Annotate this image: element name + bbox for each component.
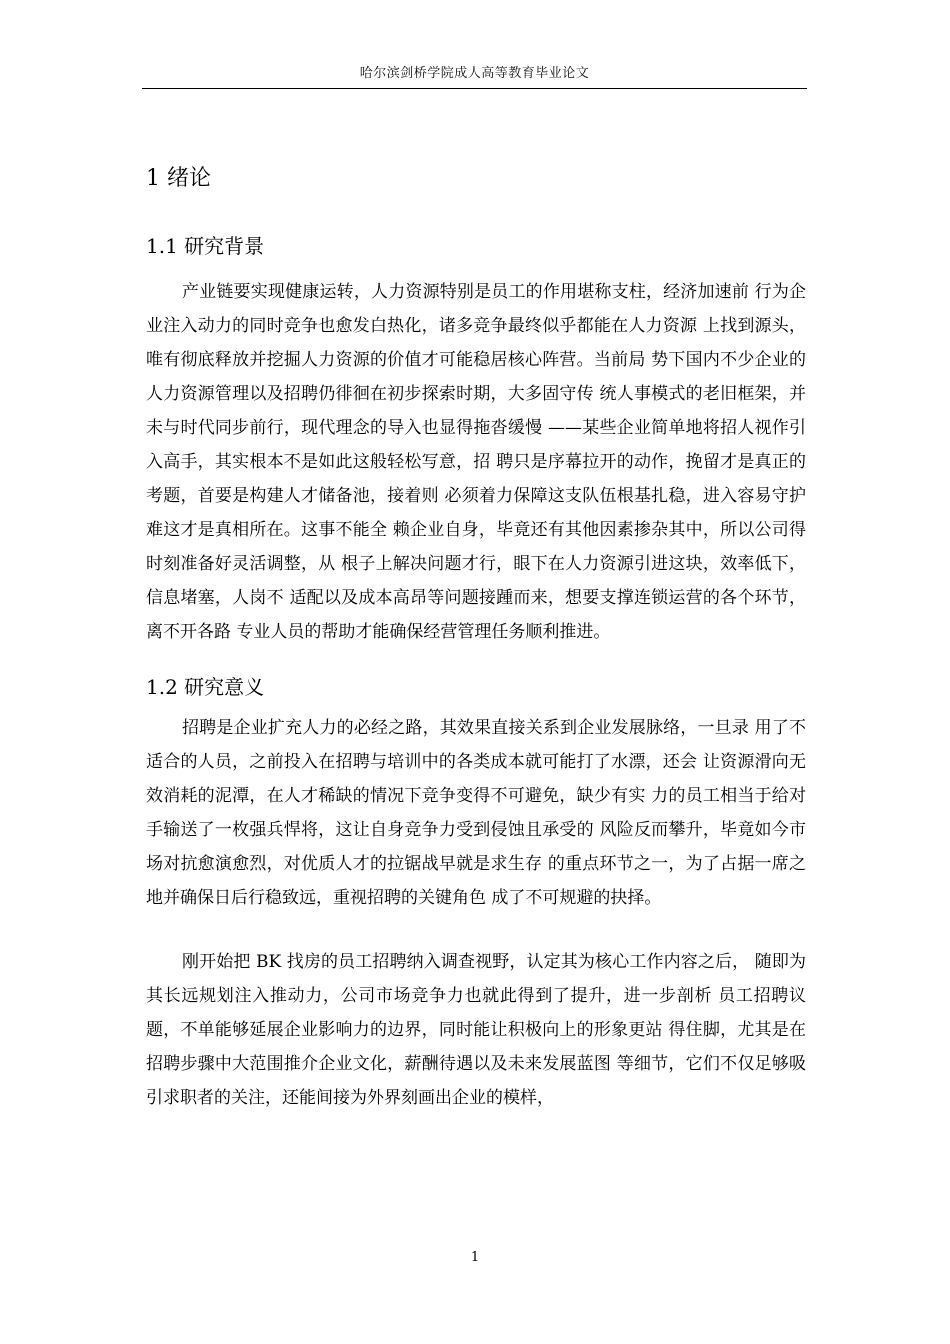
section-title-background: 1.1 研究背景 [146, 234, 265, 258]
page-number: 1 [470, 1250, 480, 1265]
section-title-significance: 1.2 研究意义 [146, 675, 265, 699]
header-divider [142, 88, 807, 89]
chapter-title: 1 绪论 [146, 166, 211, 191]
paragraph-significance-1: 招聘是企业扩充人力的必经之路，其效果直接关系到企业发展脉络，一旦录 用了不适合的人员，之前投入在招聘与培训中的各类成本就可能打了水漂，还会 让资源滑向无效消耗的泥潭，在人才稀缺的情况下竞争变得不可避免，缺少有实 力的员工相当于给对手输送了一枚强兵悍将，这让自身竞争力受到侵蚀且承受的 风险反而攀升，毕竟如今市场对抗愈演愈烈，对优质人才的拉锯战早就是求生存 的重点环节之一，为了占据一席之地并确保日后行稳致远，重视招聘的关键角色 成了不可规避的抉择。 [146, 718, 806, 908]
paragraph-significance-2: 刚开始把 BK 找房的员工招聘纳入调查视野，认定其为核心工作内容之后， 随即为其长远规划注入推动力，公司市场竞争力也就此得到了提升，进一步剖析 员工招聘议题，不单能够延展企业影响力的边界，同时能让积极向上的形象更站 得住脚，尤其是在招聘步骤中大范围推介企业文化，薪酬待遇以及未来发展蓝图 等细节，它们不仅足够吸引求职者的关注，还能间接为外界刻画出企业的模样， [146, 952, 806, 1108]
running-header: 哈尔滨剑桥学院成人高等教育毕业论文 [359, 66, 590, 81]
paragraph-background: 产业链要实现健康运转，人力资源特别是员工的作用堪称支柱，经济加速前 行为企业注入动力的同时竞争也愈发白热化，诸多竞争最终似乎都能在人力资源 上找到源头，唯有彻底释放并挖掘人力资源的价值才可能稳居核心阵营。当前局 势下国内不少企业的人力资源管理以及招聘仍徘徊在初步探索时期，大多固守传 统人事模式的老旧框架，并未与时代同步前行，现代理念的导入也显得拖沓缓慢 ——某些企业简单地将招人视作引入高手，其实根本不是如此这般轻松写意，招 聘只是序幕拉开的动作，挽留才是真正的考题，首要是构建人才储备池，接着则 必须着力保障这支队伍根基扎稳，进入容易守护难这才是真相所在。这事不能全 赖企业自身，毕竟还有其他因素掺杂其中，所以公司得时刻准备好灵活调整，从 根子上解决问题才行，眼下在人力资源引进这块，效率低下，信息堵塞，人岗不 适配以及成本高昂等问题接踵而来，想要支撑连锁运营的各个环节，离不开各路 专业人员的帮助才能确保经营管理任务顺利推进。 [146, 282, 806, 642]
